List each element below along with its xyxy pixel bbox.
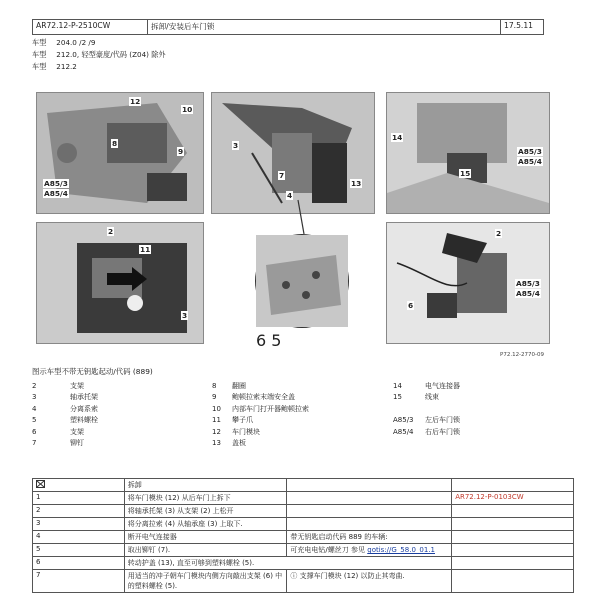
callout: 11: [140, 245, 151, 254]
table-row: 1 将车门模块 (12) 从后车门上拆下 AR72.12-P-0103CW: [33, 492, 574, 505]
legend-item: 2 支架: [32, 382, 84, 390]
callout: 13: [351, 179, 362, 188]
doc-title: 拆卸/安装后车门锁: [148, 20, 501, 34]
legend-item: 7 铆钉: [32, 439, 84, 448]
callout: 6: [256, 331, 267, 350]
legend-item: A85/4 右后车门锁: [393, 427, 460, 436]
model-row: 车型 212.2: [32, 62, 77, 71]
legend-item: 5 塑料螺栓: [32, 416, 98, 425]
table-row: 4 断开电气连接器 带无钥匙启动代码 889 的车辆:: [33, 531, 574, 544]
table-row: 7 用适当的冲子朝车门模块内侧方向敲出支架 (6) 中的塑料螺栓 (5). ⓘ 支撑车门模块 (12) 以防止其弯曲.: [33, 570, 574, 593]
legend-column-3: [393, 381, 460, 438]
figure-panel-6: [386, 222, 550, 344]
magnifier-leader: [290, 200, 320, 240]
callout: A85/3: [44, 179, 68, 188]
removal-symbol-cell: [33, 479, 125, 492]
callout: 5: [271, 331, 282, 350]
callout: 12: [130, 97, 141, 106]
legend-item: 4 分离系索: [32, 404, 98, 413]
callout: 3: [182, 311, 188, 320]
legend-item: 14 电气连接器: [393, 382, 460, 390]
document-header: [32, 19, 544, 35]
callout: A85/4: [44, 189, 68, 198]
figure-panel-2: [211, 92, 375, 214]
model-row: 车型 204.0 /2 /9: [32, 38, 96, 47]
table-header-row: [33, 479, 574, 492]
legend-item: 12 车门模块: [212, 427, 260, 436]
legend-item: 15 线束: [393, 393, 439, 402]
model-row: 车型 212.0, 轻型豪度/代码 (Z04) 除外: [32, 50, 166, 59]
table-row: 3 将分离拉索 (4) 从轴承座 (3) 上取下.: [33, 518, 574, 531]
legend-item: 13 盖板: [212, 439, 246, 448]
legend-column-2: [212, 381, 309, 449]
legend-item: 11 攀子爪: [212, 416, 253, 425]
figure-panel-4: [36, 222, 204, 344]
legend-title: 图示车型不带无钥匙起动/代码 (889): [32, 367, 153, 376]
cross-reference-link[interactable]: AR72.12-P-0103CW: [452, 492, 574, 505]
tool-reference-link[interactable]: gotis://G_58.0_01.1: [367, 546, 435, 554]
callout: A85/4: [518, 157, 542, 166]
removal-icon: [36, 480, 45, 488]
callout: 4: [287, 191, 293, 200]
callout: 2: [496, 229, 502, 238]
doc-date: 17.5.11: [504, 21, 533, 30]
table-row: 2 将轴承托架 (3) 从支架 (2) 上松开: [33, 505, 574, 518]
callout: A85/3: [516, 279, 540, 288]
callout: 10: [182, 105, 193, 114]
info-icon: ⓘ: [290, 572, 298, 580]
table-row: 5 取出铆钉 (7). 可充电电钻/螺丝刀 参见 gotis://G_58.0_01.1: [33, 544, 574, 557]
figure-panel-1: [36, 92, 204, 214]
callout: A85/4: [516, 289, 540, 298]
model-list: [32, 37, 166, 73]
figure-panel-5-detail: [255, 234, 349, 350]
figure-panel-3: [386, 92, 550, 214]
legend-item: 6 支架: [32, 427, 84, 436]
callout: 8: [112, 139, 118, 148]
callout: 15: [460, 169, 471, 178]
legend-item: A85/3 左后车门锁: [393, 416, 460, 425]
legend-item: 10 内部车门打开器鲍顿拉索: [212, 404, 309, 413]
procedure-table: [32, 478, 574, 593]
callout: 7: [279, 171, 285, 180]
callout: 2: [108, 227, 114, 236]
callout: 14: [392, 133, 403, 142]
legend-item: 3 轴承托架: [32, 393, 98, 402]
callout: 6: [408, 301, 414, 310]
callout: A85/3: [518, 147, 542, 156]
callout: 3: [233, 141, 239, 150]
legend-item: 9 鲍顿拉索末端安全盖: [212, 393, 295, 402]
door-lock-photo: [37, 223, 203, 343]
figure-reference: P72.12-2770-09: [500, 352, 545, 358]
callout: 9: [178, 147, 184, 156]
door-lock-detail: [256, 235, 348, 327]
legend-item: 8 翻圈: [212, 382, 246, 390]
legend-column-1: [32, 381, 98, 449]
section-label: 拆卸: [124, 479, 287, 492]
table-row: 6 转动护盖 (13), 直至可够到塑料螺栓 (5).: [33, 557, 574, 570]
doc-id: AR72.12-P-2510CW: [33, 20, 148, 34]
